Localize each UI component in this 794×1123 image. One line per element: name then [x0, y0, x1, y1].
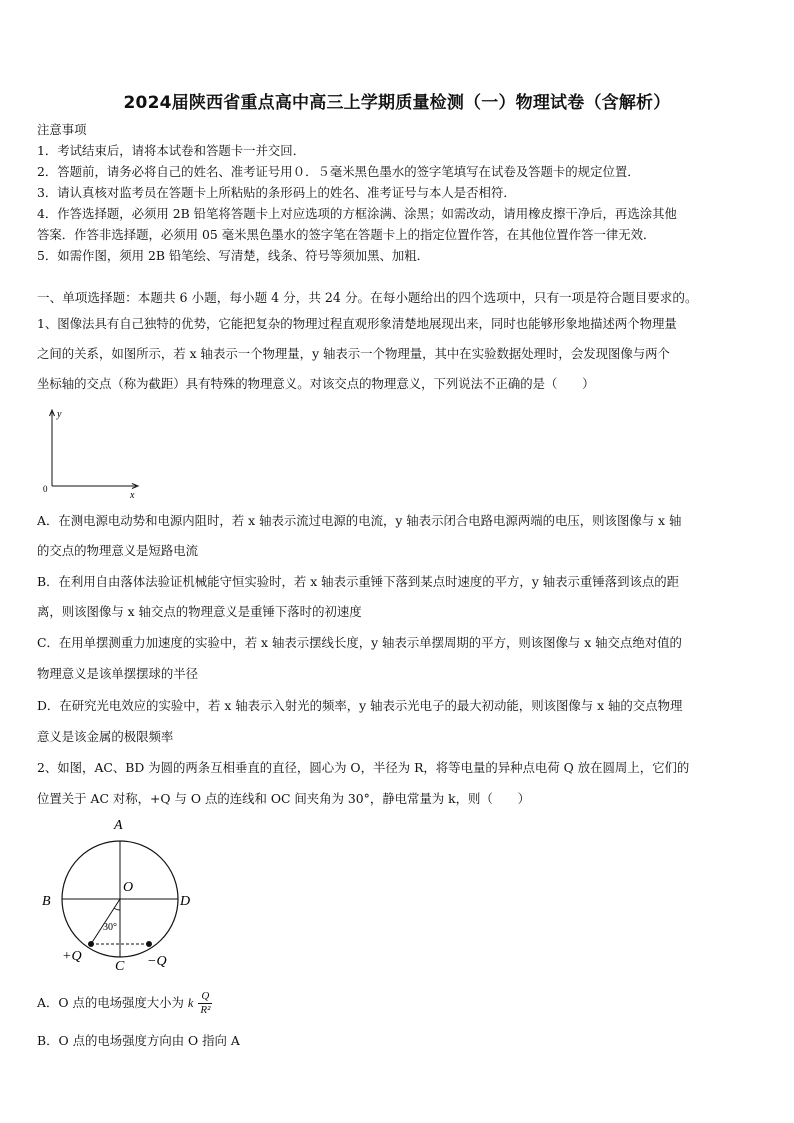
minus-charge-dot: [146, 941, 152, 947]
origin-label: 0: [43, 484, 48, 494]
section-heading: 一、单项选择题：本题共 6 小题，每小题 4 分，共 24 分。在每小题给出的四个选项中，只有一项是符合题目要求的。: [37, 290, 698, 305]
plus-q-label: +Q: [62, 949, 82, 964]
q2-option-b: B．O 点的电场强度方向由 O 指向 A: [37, 1033, 240, 1048]
y-axis-label: y: [57, 409, 62, 420]
q1-stem-line: 之间的关系，如图所示，若 x 轴表示一个物理量，y 轴表示一个物理量，其中在实验数据处理时，会发现图像与两个: [37, 346, 670, 361]
q1-option-d-cont: 意义是该金属的极限频率: [37, 729, 174, 744]
q2-option-a-text: A．O 点的电场强度大小为: [37, 995, 184, 1010]
center-o-label: O: [123, 880, 134, 895]
point-d-label: D: [180, 894, 191, 909]
q1-option-b-cont: 离，则该图像与 x 轴交点的物理意义是重锤下落时的初速度: [37, 604, 362, 619]
q2-option-a: [37, 990, 759, 1024]
q1-option-a: A．在测电源电动势和电源内阻时，若 x 轴表示流过电源的电流，y 轴表示闭合电路电源两端的电压，则该图像与 x 轴: [37, 513, 682, 528]
notice-item: 2．答题前，请务必将自己的姓名、准考证号用０．５毫米黑色墨水的签字笔填写在试卷及答题卡的规定位置．: [37, 164, 640, 179]
angle-label: 30°: [103, 922, 117, 933]
notice-item: 1．考试结束后，请将本试卷和答题卡一并交回．: [37, 143, 306, 158]
fraction: [198, 990, 212, 1017]
q1-option-c: C．在用单摆测重力加速度的实验中，若 x 轴表示摆线长度，y 轴表示单摆周期的平方，则该图像与 x 轴交点绝对值的: [37, 635, 682, 650]
q1-option-c-cont: 物理意义是该单摆摆球的半径: [37, 666, 199, 681]
coulomb-constant: k: [187, 996, 194, 1010]
point-c-label: C: [115, 959, 125, 974]
angle-arc: [114, 908, 120, 910]
x-axis-label: x: [130, 490, 135, 500]
q2-stem-line: 2、如图，AC、BD 为圆的两条互相垂直的直径，圆心为 O，半径为 R，将等电量的异种点电荷 Q 放在圆周上，它们的: [37, 760, 690, 775]
notice-item: 3．请认真核对监考员在答题卡上所粘贴的条形码上的姓名、准考证号与本人是否相符．: [37, 185, 516, 200]
q2-stem-line: 位置关于 AC 对称，+Q 与 O 点的连线和 OC 间夹角为 30°，静电常量为 k，则（ ）: [37, 791, 531, 806]
q1-option-a-cont: 的交点的物理意义是短路电流: [37, 543, 199, 558]
q1-stem-line: 1、图像法具有自己独特的优势，它能把复杂的物理过程直观形象清楚地展现出来，同时也能够形象地描述两个物理量: [37, 316, 677, 331]
notice-heading: 注意事项: [37, 122, 87, 137]
fraction-numerator: Q: [198, 990, 212, 1004]
notice-item: 5．如需作图，须用 2B 铅笔绘、写清楚，线条、符号等须加黑、加粗．: [37, 248, 430, 263]
page-title: 2024届陕西省重点高中高三上学期质量检测（一）物理试卷（含解析）: [123, 93, 671, 113]
notice-item: 4．作答选择题，必须用 2B 铅笔将答题卡上对应选项的方框涂满、涂黑；如需改动，请用橡皮擦干净后，再选涂其他: [37, 206, 677, 221]
fraction-denominator: R²: [200, 1004, 211, 1016]
minus-q-label: −Q: [147, 954, 167, 969]
notice-item: 答案．作答非选择题，必须用 05 毫米黑色墨水的签字笔在答题卡上的指定位置作答，在其他位置作答一律无效．: [37, 227, 656, 242]
plus-charge-dot: [88, 941, 94, 947]
q1-option-d: D．在研究光电效应的实验中，若 x 轴表示入射光的频率，y 轴表示光电子的最大初动能，则该图像与 x 轴的交点物理: [37, 698, 683, 713]
point-a-label: A: [114, 818, 123, 833]
q2-circle-figure: [36, 812, 196, 974]
point-b-label: B: [42, 894, 51, 909]
q1-option-b: B．在利用自由落体法验证机械能守恒实验时，若 x 轴表示重锤下落到某点时速度的平方，y 轴表示重锤落到该点的距: [37, 574, 680, 589]
q1-stem-line: 坐标轴的交点（称为截距）具有特殊的物理意义。对该交点的物理意义，下列说法不正确的是（ ）: [37, 376, 595, 391]
q1-axes-figure: [38, 404, 144, 500]
